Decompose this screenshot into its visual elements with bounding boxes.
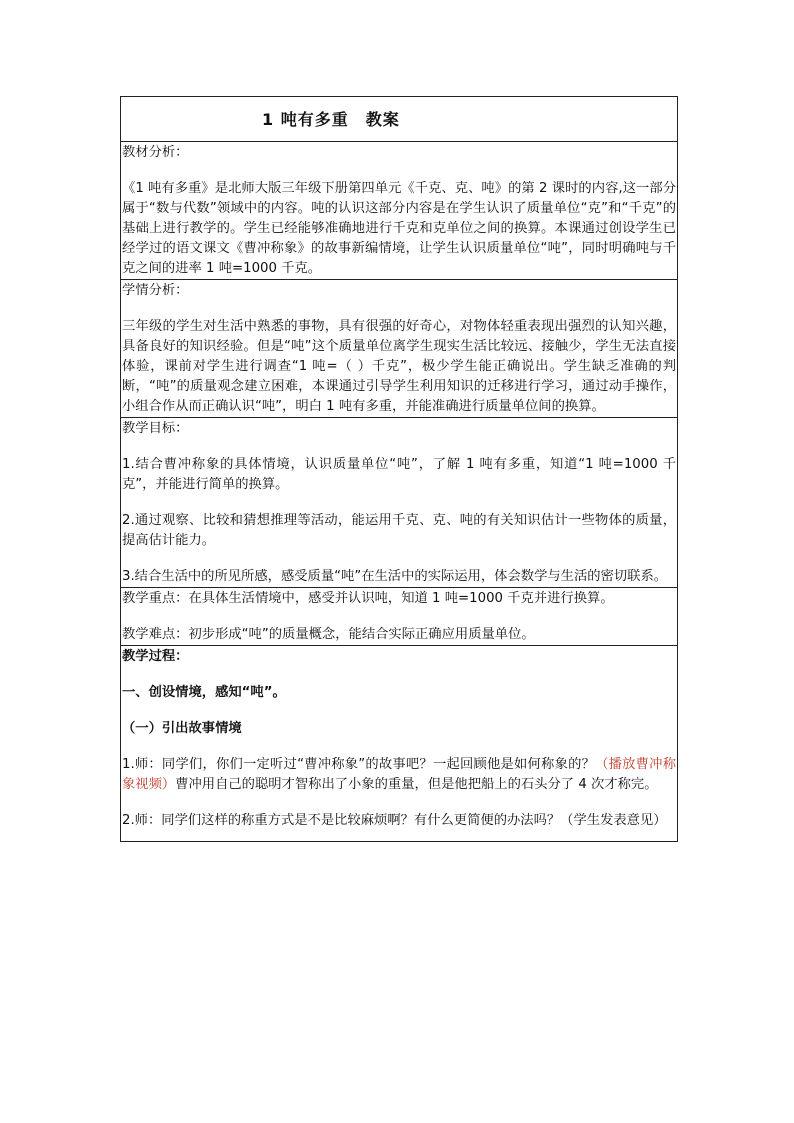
section-heading-1: 一、创设情境，感知“吨”。: [122, 685, 286, 700]
key-focus: 教学重点：在具体生活情境中，感受并认识吨，知道 1 吨=1000 千克并进行换算。: [122, 591, 614, 606]
process-paragraph-2: 2.师：同学们这样的称重方式是不是比较麻烦啊？有什么更简便的办法吗？（学生发表意见）: [122, 813, 667, 828]
video-note: （播放曹冲称象视频）: [122, 757, 676, 792]
goals-label: 教学目标：: [122, 421, 189, 436]
title-row: [121, 97, 677, 141]
analysis-row: [121, 141, 677, 279]
process-paragraph-1-b: 曹冲用自己的聪明才智称出了小象的重量，但是他把船上的石头分了 4 次才称完。: [175, 777, 658, 792]
students-label: 学情分析：: [122, 283, 189, 298]
students-row: [121, 279, 677, 417]
key-difficulty: 教学难点：初步形成“吨”的质量概念，能结合实际正确应用质量单位。: [122, 627, 535, 642]
students-text: 三年级的学生对生活中熟悉的事物，具有很强的好奇心，对物体轻重表现出强烈的认知兴趣，具备良好的知识经验。但是“吨”这个质量单位离学生现实生活比较远、接触少，学生无法直接体验，课前对学生进行调查“1 吨=（ ）千克”，极少学生能正确说出。学生缺乏准确的判断，“吨”的质量观念建立困难，本课通过引导学生利用知识的迁移进行学习，通过动手操作，小组合作从而正确认识“吨”，明白 1 吨有多重，并能准确进行质量单位间的换算。: [122, 319, 676, 414]
subsection-heading-1: （一）引出故事情境: [122, 721, 242, 736]
process-paragraph-1: [122, 755, 676, 795]
lesson-plan-table: [120, 96, 678, 842]
analysis-text: 《1 吨有多重》是北师大版三年级下册第四单元《千克、克、吨》的第 2 课时的内容,这一部分属于“数与代数”领域中的内容。吨的认识这部分内容是在学生认识了质量单位“克”和“千克”的基础上进行教学的。学生已经能够准确地进行千克和克单位之间的换算。本课通过创设学生已经学过的语文课文《曹冲称象》的故事新编情境，让学生认识质量单位“吨”，同时明确吨与千克之间的进率 1 吨=1000 千克。: [122, 181, 676, 276]
goals-row: [121, 417, 677, 587]
analysis-label: 教材分析：: [122, 145, 189, 160]
goal-item-3: 3.结合生活中的所见所感，感受质量“吨”在生活中的实际运用，体会数学与生活的密切联系。: [122, 569, 668, 584]
key-row: [121, 587, 677, 645]
goal-item-1: 1.结合曹冲称象的具体情境，认识质量单位“吨”，了解 1 吨有多重，知道“1 吨=1000 千克”，并能进行简单的换算。: [122, 457, 676, 492]
process-paragraph-1-a: 1.师：同学们，你们一定听过“曹冲称象”的故事吧？一起回顾他是如何称象的？: [122, 757, 596, 772]
process-label: 教学过程：: [122, 649, 189, 664]
goal-item-2: 2.通过观察、比较和猜想推理等活动，能运用千克、克、吨的有关知识估计一些物体的质量，提高估计能力。: [122, 513, 676, 548]
page-title: 1 吨有多重 教案: [262, 109, 400, 129]
process-row: [121, 645, 677, 841]
